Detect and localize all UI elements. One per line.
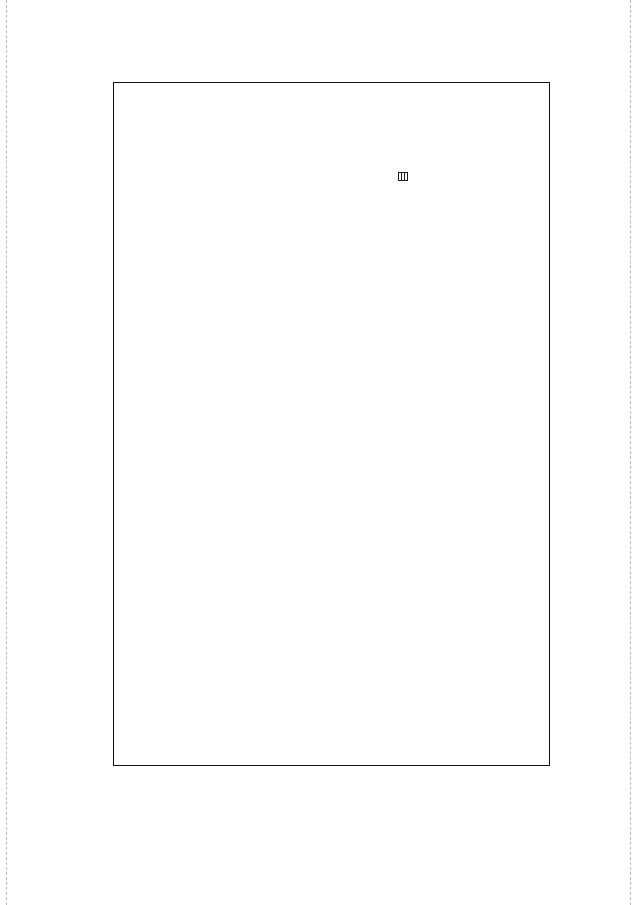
left-margin-line — [6, 0, 7, 905]
corridor-drawing — [114, 83, 551, 767]
col-header-y — [405, 173, 408, 181]
right-margin-line — [630, 0, 631, 905]
drawing-sheet — [113, 82, 550, 766]
coordinates-table — [398, 172, 408, 181]
